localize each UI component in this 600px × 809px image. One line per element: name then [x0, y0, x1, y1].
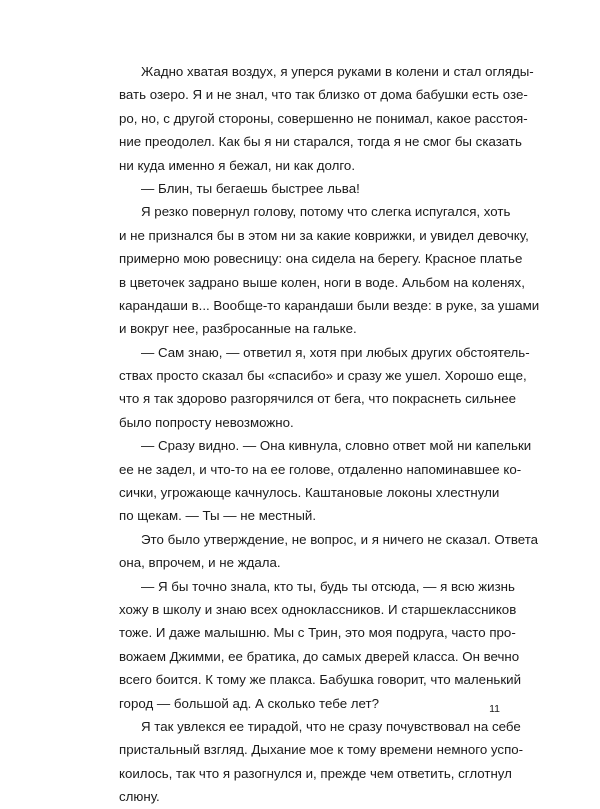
text-line: было попросту невозможно. — [119, 414, 294, 430]
text-line: пристальный взгляд. Дыхание мое к тому времени немного успо- — [119, 742, 524, 758]
paragraph — [119, 528, 539, 575]
text-line: Я так увлекся ее тирадой, что не сразу почувствовал на себе — [141, 718, 521, 734]
text-line: ее не задел, и что-то на ее голове, отдаленно напоминавшее ко- — [119, 461, 522, 477]
text-line: она, впрочем, и не ждала. — [119, 555, 281, 571]
text-line: коилось, так что я разогнулся и, прежде чем ответить, сглотнул — [119, 765, 512, 781]
text-line: вожаем Джимми, ее братика, до самых дверей класса. Он вечно — [119, 648, 520, 664]
paragraph — [119, 341, 530, 435]
text-line: ро, но, с другой стороны, совершенно не понимал, какое расстоя- — [119, 110, 528, 126]
text-line: — Сразу видно. — Она кивнула, словно ответ мой ни капельки — [141, 438, 532, 454]
text-line: всего боится. К тому же плакса. Бабушка говорит, что маленький — [119, 672, 522, 688]
text-line: сички, угрожающе качнулось. Каштановые локоны хлестнули — [119, 485, 500, 501]
text-line: город — большой ад. А сколько тебе лет? — [119, 695, 379, 711]
text-line: и вокруг нее, разбросанные на гальке. — [119, 321, 357, 337]
text-line: — Блин, ты бегаешь быстрее льва! — [141, 180, 360, 196]
page-number: 11 — [489, 703, 500, 715]
text-line: в цветочек задрано выше колен, ноги в воде. Альбом на коленях, — [119, 274, 525, 290]
paragraph — [119, 715, 524, 809]
text-line: примерно мою ровесницу: она сидела на берегу. Красное платье — [119, 251, 523, 267]
text-line: по щекам. — Ты — не местный. — [119, 508, 317, 524]
paragraph — [119, 177, 478, 200]
text-line: Жадно хватая воздух, я уперся руками в колени и стал огляды- — [141, 64, 534, 79]
text-line: ни куда именно я бежал, ни как долго. — [119, 157, 356, 173]
text-line: — Я бы точно знала, кто ты, будь ты отсюда, — я всю жизнь — [141, 578, 515, 594]
text-line: хожу в школу и знаю всех одноклассников. И старшеклассников — [119, 601, 517, 617]
paragraph — [119, 434, 532, 528]
text-line: Это было утверждение, не вопрос, и я ничего не сказал. Ответа — [141, 531, 539, 547]
text-line: Я резко повернул голову, потому что слегка испугался, хоть — [141, 204, 511, 220]
text-line: ствах просто сказал бы «спасибо» и сразу же ушел. Хорошо еще, — [119, 368, 527, 384]
text-line: и не признался бы в этом ни за какие коврижки, и увидел девочку, — [119, 227, 529, 243]
text-line: — Сам знаю, — ответил я, хотя при любых других обстоятель- — [141, 344, 530, 360]
text-line: вать озеро. Я и не знал, что так близко от дома бабушки есть озе- — [119, 87, 528, 103]
paragraph — [119, 60, 534, 177]
text-line: карандаши в... Вообще-то карандаши были везде: в руке, за ушами — [119, 297, 540, 313]
text-line: тоже. И даже малышню. Мы с Трин, это моя подруга, часто про- — [119, 625, 516, 641]
text-line: ние преодолел. Как бы я ни старался, тогда я не смог бы сказать — [119, 134, 522, 150]
paragraph — [119, 200, 540, 340]
text-line: что я так здорово разгорячился от бега, что покраснеть сильнее — [119, 391, 517, 407]
text-line: слюну. — [119, 789, 160, 805]
